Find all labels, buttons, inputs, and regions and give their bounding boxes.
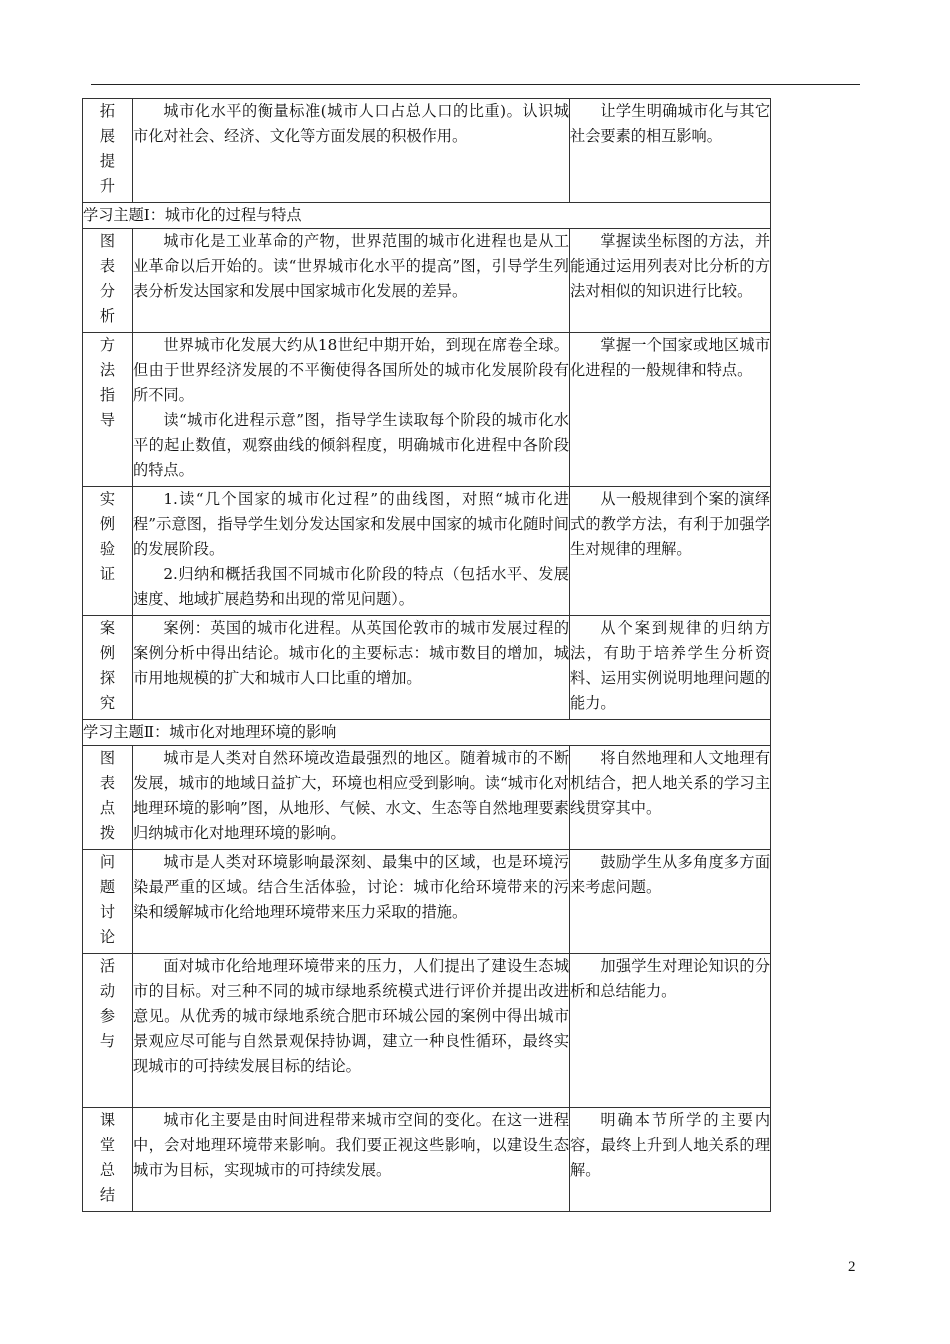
step-purpose: 鼓励学生从多角度多方面来考虑问题。 [570, 850, 771, 954]
content-paragraph: 城市化水平的衡量标准(城市人口占总人口的比重)。认识城市化对社会、经济、文化等方面发展的积极作用。 [133, 102, 569, 145]
step-content [133, 229, 570, 333]
topic-heading: 学习主题Ⅱ：城市化对地理环境的影响 [83, 720, 771, 746]
step-label: 图 表 分 析 [83, 229, 133, 333]
content-paragraph: 城市化主要是由时间进程带来城市空间的变化。在这一进程中，会对地理环境带来影响。我们要正视这些影响，以建设生态城市为目标，实现城市的可持续发展。 [133, 1111, 569, 1179]
row-chart-analysis [83, 229, 771, 333]
step-content [133, 1108, 570, 1212]
row-activity [83, 954, 771, 1108]
topic-heading: 学习主题Ⅰ：城市化的过程与特点 [83, 203, 771, 229]
row-chart-guidance [83, 746, 771, 850]
step-label: 问 题 讨 论 [83, 850, 133, 954]
row-class-summary [83, 1108, 771, 1212]
page-number: 2 [848, 1259, 856, 1275]
step-purpose: 让学生明确城市化与其它社会要素的相互影响。 [570, 99, 771, 203]
step-content [133, 954, 570, 1108]
content-paragraph: 面对城市化给地理环境带来的压力，人们提出了建设生态城市的目标。对三种不同的城市绿地系统模式进行评价并提出改进意见。从优秀的城市绿地系统合肥市环城公园的案例中得出城市景观应尽可能与自然景观保持协调，建立一种良性循环，最终实现城市的可持续发展目标的结论。 [133, 957, 569, 1075]
row-case-study [83, 616, 771, 720]
content-paragraph: 世界城市化发展大约从18世纪中期开始，到现在席卷全球。但由于世界经济发展的不平衡使得各国所处的城市化发展阶段有所不同。 [133, 336, 569, 404]
step-content [133, 333, 570, 487]
row-example-verification [83, 487, 771, 616]
step-label: 案 例 探 究 [83, 616, 133, 720]
step-purpose: 从一般规律到个案的演绎式的教学方法，有利于加强学生对规律的理解。 [570, 487, 771, 616]
step-label: 实 例 验 证 [83, 487, 133, 616]
content-paragraph: 城市是人类对自然环境改造最强烈的地区。随着城市的不断发展，城市的地域日益扩大，环境也相应受到影响。读“城市化对地理环境的影响”图，从地形、气候、水文、生态等自然地理要素归纳城市化对地理环境的影响。 [133, 749, 569, 842]
content-paragraph: 城市是人类对环境影响最深刻、最集中的区域，也是环境污染最严重的区域。结合生活体验，讨论：城市化给环境带来的污染和缓解城市化给地理环境带来压力采取的措施。 [133, 853, 569, 921]
topic-row [83, 203, 771, 229]
step-content [133, 99, 570, 203]
step-purpose: 掌握一个国家或地区城市化进程的一般规律和特点。 [570, 333, 771, 487]
step-purpose: 加强学生对理论知识的分析和总结能力。 [570, 954, 771, 1108]
header-rule [91, 84, 860, 85]
content-paragraph: 案例：英国的城市化进程。从英国伦敦市的城市发展过程的案例分析中得出结论。城市化的主要标志：城市数目的增加，城市用地规模的扩大和城市人口比重的增加。 [133, 619, 569, 687]
step-content [133, 616, 570, 720]
lesson-plan-body [83, 99, 771, 1212]
lesson-plan-table [82, 98, 771, 1212]
topic-row [83, 720, 771, 746]
step-purpose: 将自然地理和人文地理有机结合，把人地关系的学习主线贯穿其中。 [570, 746, 771, 850]
content-paragraph: 2.归纳和概括我国不同城市化阶段的特点（包括水平、发展速度、地域扩展趋势和出现的常见问题）。 [133, 565, 569, 608]
step-purpose: 明确本节所学的主要内容，最终上升到人地关系的理解。 [570, 1108, 771, 1212]
step-purpose: 从个案到规律的归纳方法，有助于培养学生分析资料、运用实例说明地理问题的能力。 [570, 616, 771, 720]
step-label: 活 动 参 与 [83, 954, 133, 1108]
row-extension [83, 99, 771, 203]
step-label: 课 堂 总 结 [83, 1108, 133, 1212]
step-label: 拓 展 提 升 [83, 99, 133, 203]
row-method-guidance [83, 333, 771, 487]
step-purpose: 掌握读坐标图的方法，并能通过运用列表对比分析的方法对相似的知识进行比较。 [570, 229, 771, 333]
step-content [133, 746, 570, 850]
step-label: 图 表 点 拨 [83, 746, 133, 850]
row-issue-discussion [83, 850, 771, 954]
content-paragraph: 城市化是工业革命的产物，世界范围的城市化进程也是从工业革命以后开始的。读“世界城市化水平的提高”图，引导学生列表分析发达国家和发展中国家城市化发展的差异。 [133, 232, 569, 300]
step-content [133, 850, 570, 954]
step-content [133, 487, 570, 616]
step-label: 方 法 指 导 [83, 333, 133, 487]
content-paragraph: 1.读“几个国家的城市化过程”的曲线图，对照“城市化进程”示意图，指导学生划分发达国家和发展中国家的城市化随时间的发展阶段。 [133, 490, 569, 558]
content-paragraph: 读“城市化进程示意”图，指导学生读取每个阶段的城市化水平的起止数值，观察曲线的倾斜程度，明确城市化进程中各阶段的特点。 [133, 411, 569, 479]
